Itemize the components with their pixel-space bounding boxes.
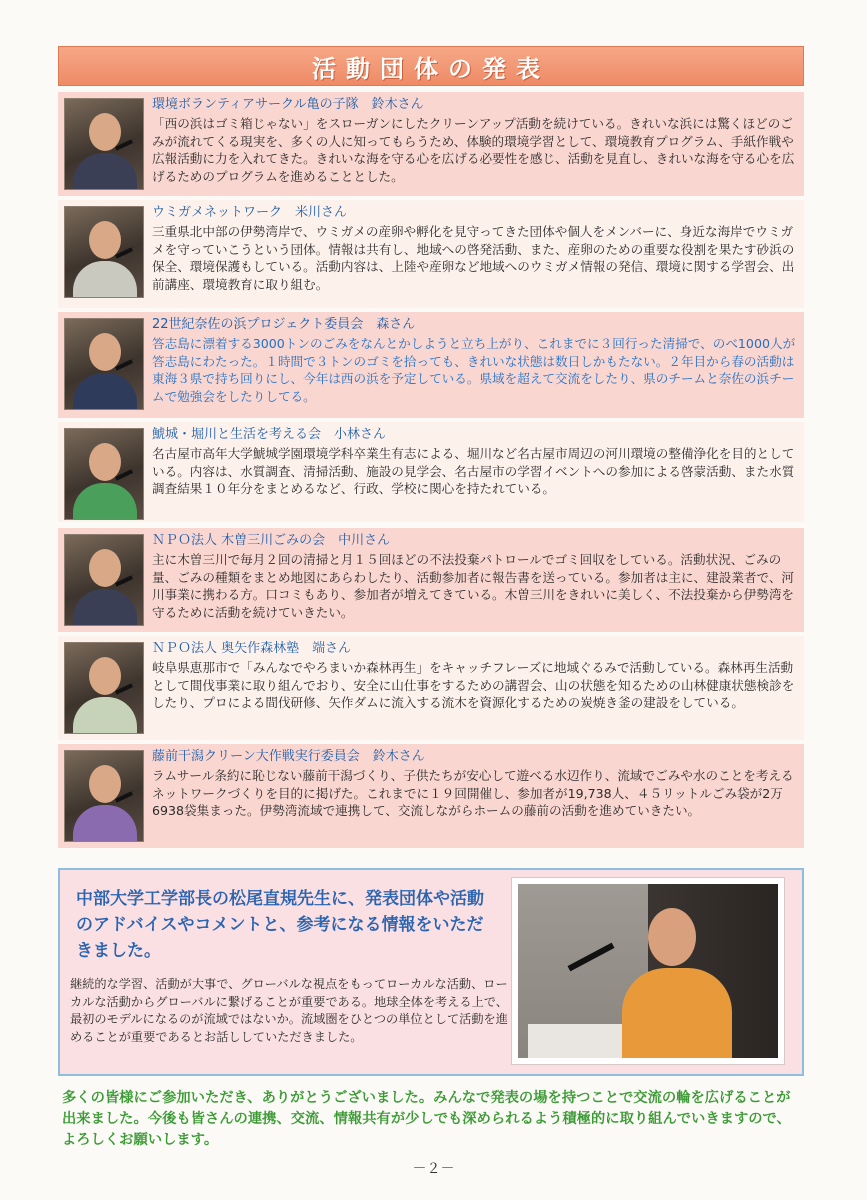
speaker-photo <box>64 750 144 842</box>
entry-body: 岐阜県恵那市で「みんなでやろまいか森林再生」をキャッチフレーズに地域ぐるみで活動している。森林再生活動として間伐事業に取り組んでおり、安全に山仕事をするための講習会、山の状態を知るための山林健康状態検診をしたり、プロによる間伐研修、矢作ダムに流入する流木を資源化するための炭焼き釜の建設をしている。 <box>152 660 795 710</box>
entry-horikawa <box>58 422 804 522</box>
entry-kamenokotai <box>58 92 804 196</box>
entry-fujimae-higata <box>58 744 804 848</box>
entry-body: 三重県北中部の伊勢湾岸で、ウミガメの産卵や孵化を見守ってきた団体や個人をメンバーに、身近な海岸でウミガメを守っていこうという団体。情報は共有し、地域への啓発活動、また、産卵のための重要な役割を果たす砂浜の保全、環境保護もしている。活動内容は、上陸や産卵など地域へのウミガメ情報の発信、環境に関する学習会、出前講座、環境教育に取り組む。 <box>152 224 795 292</box>
entry-body: ラムサール条約に恥じない藤前干潟づくり、子供たちが安心して遊べる水辺作り、流域でごみや水のことを考えるネットワークづくりを目的に掲げた。これまでに１９回開催し、参加者が19,738人、４５リットルごみ袋が2万6938袋集まった。伊勢湾流域で連携して、交流しながらホームの藤前の活動を進めていきたい。 <box>152 768 794 818</box>
speaker-photo <box>64 206 144 298</box>
section-title: 活動団体の発表 <box>312 54 550 83</box>
entry-body: 主に木曽三川で毎月２回の清掃と月１５回ほどの不法投棄パトロールでゴミ回収をしている。活動状況、ごみの量、ごみの種類をまとめ地図にあらわしたり、活動参加者に報告書を送っている。参加者は主に、建設業者で、河川事業に携わる方。口コミもあり、参加者が増えてきている。木曽三川をきれいに美しく、不法投棄から伊勢湾を守るために活動を続けていきたい。 <box>152 552 795 620</box>
entry-title: ＮＰＯ法人 奥矢作森林塾 端さん <box>152 641 352 656</box>
speaker-photo <box>64 428 144 520</box>
section-header <box>58 46 804 86</box>
speaker-photo <box>64 318 144 410</box>
advice-comment: 継続的な学習、活動が大事で、グローバルな視点をもってローカルな活動、ローカルな活動からグローバルに繋げることが重要である。地球全体を考える上で、最初のモデルになるのが流域ではないか。流域圏をひとつの単位として活動を進めることが重要であるとお話ししていただきました。 <box>70 977 508 1044</box>
entry-body: 答志島に漂着する3000トンのごみをなんとかしようと立ち上がり、これまでに３回行った清掃で、のべ1000人が答志島にわたった。１時間で３トンのゴミを拾っても、きれいな状態は数日しかもたない。２年目から春の活動は東海３県で持ち回りにし、今年は西の浜を予定している。県域を超えて交流をしたり、県のチームと奈佐の浜チームで勉強会をしたりしてる。 <box>152 336 796 404</box>
speaker-photo <box>64 642 144 734</box>
entry-umigame-network <box>58 200 804 308</box>
advice-heading: 中部大学工学部長の松尾直規先生に、発表団体や活動のアドバイスやコメントと、参考になる情報をいただきました。 <box>76 889 484 961</box>
page-number: －２－ <box>412 1161 455 1177</box>
closing-message: 多くの皆様にご参加いただき、ありがとうございました。みんなで発表の場を持つことで交流の輪を広げることが出来ました。今後も皆さんの連携、交流、情報共有が少しでも深められるよう積極的に取り組んでいきますので、よろしくお願いします。 <box>62 1090 791 1148</box>
advice-box <box>58 868 804 1076</box>
entry-body: 「西の浜はゴミ箱じゃない」をスローガンにしたクリーンアップ活動を続けている。きれいな浜には驚くほどのごみが流れてくる現実を、多くの人に知ってもらうため、体験的環境学習として、環境教育プログラム、手紙作戦や広報活動に力を入れてきた。きれいな海を守る心を広げる必要性を感じ、活動を見直し、きれいな海を守る心を広げるためのプログラムを進めることとした。 <box>152 116 795 184</box>
entry-kiso-sansen <box>58 528 804 632</box>
entry-title: 藤前干潟クリーン大作戦実行委員会 鈴木さん <box>152 749 425 764</box>
entry-title: ウミガメネットワーク 米川さん <box>152 205 348 220</box>
entry-title: ＮＰＯ法人 木曽三川ごみの会 中川さん <box>152 533 391 548</box>
entry-body: 名古屋市高年大学鯱城学園環境学科卒業生有志による、堀川など名古屋市周辺の河川環境の整備浄化を目的としている。内容は、水質調査、清掃活動、施設の見学会、名古屋市の学習イベントへの参加による啓蒙活動、また水質調査結果１０年分をまとめるなど、行政、学校に関心を持たれている。 <box>152 446 795 496</box>
entry-title: 環境ボランティアサークル亀の子隊 鈴木さん <box>152 97 424 112</box>
entry-title: 22世紀奈佐の浜プロジェクト委員会 森さん <box>152 317 416 332</box>
professor-photo <box>512 878 784 1064</box>
entry-title: 鯱城・堀川と生活を考える会 小林さん <box>152 427 387 442</box>
entry-nasa-no-hama <box>58 312 804 418</box>
speaker-photo <box>64 98 144 190</box>
speaker-photo <box>64 534 144 626</box>
entry-okuyahagi <box>58 636 804 740</box>
